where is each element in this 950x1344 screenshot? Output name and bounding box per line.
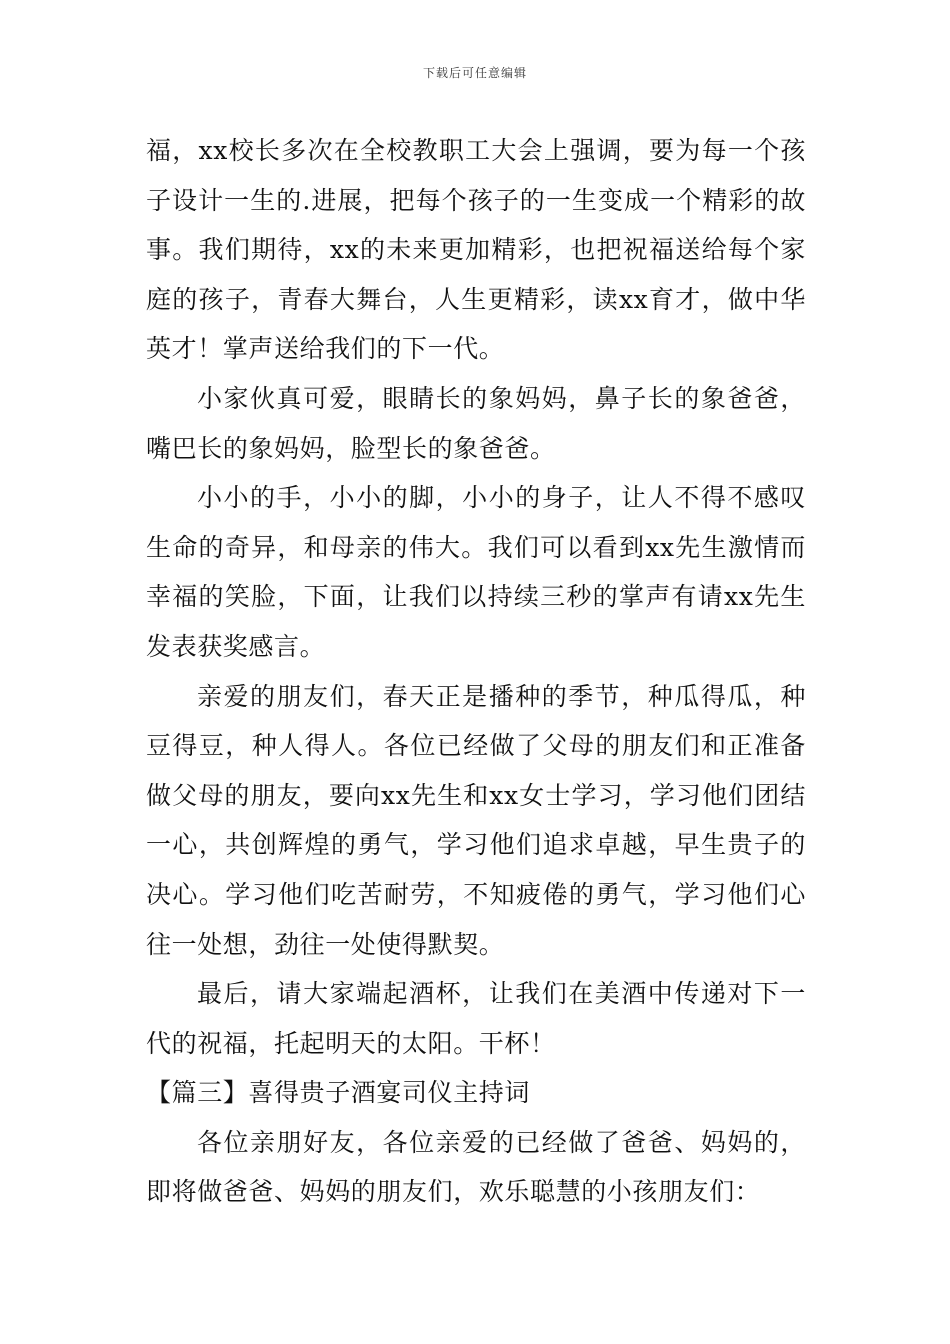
- paragraph-dear-friends: 亲爱的朋友们，春天正是播种的季节，种瓜得瓜，种豆得豆，种人得人。各位已经做了父母的朋友们和正准备做父母的朋友，要向xx先生和xx女士学习，学习他们团结一心，共创辉煌的勇气，学习他们追求卓越，早生贵子的决心。学习他们吃苦耐劳，不知疲倦的勇气，学习他们心往一处想，劲往一处使得默契。: [146, 681, 806, 959]
- paragraph-continuation: 福，xx校长多次在全校教职工大会上强调，要为每一个孩子设计一生的.进展，把每个孩子的一生变成一个精彩的故事。我们期待，xx的未来更加精彩，也把祝福送给每个家庭的孩子，青春大舞台，人生更精彩，读xx育才，做中华英才！掌声送给我们的下一代。: [146, 136, 806, 364]
- page-header: 下载后可任意编辑: [422, 66, 527, 80]
- paragraph-little-hands: 小小的手，小小的脚，小小的身子，让人不得不感叹生命的奇异，和母亲的伟大。我们可以看到xx先生激情而幸福的笑脸，下面，让我们以持续三秒的掌声有请xx先生发表获奖感言。: [146, 483, 806, 661]
- paragraph-toast: 最后，请大家端起酒杯，让我们在美酒中传递对下一代的祝福，托起明天的太阳。干杯！: [146, 979, 806, 1058]
- paragraph-baby-looks: 小家伙真可爱，眼睛长的象妈妈，鼻子长的象爸爸，嘴巴长的象妈妈，脸型长的象爸爸。: [146, 383, 806, 463]
- section-heading: 【篇三】喜得贵子酒宴司仪主持词: [146, 1078, 531, 1108]
- paragraph-greeting: 各位亲朋好友，各位亲爱的已经做了爸爸、妈妈的，即将做爸爸、妈妈的朋友们，欢乐聪慧的小孩朋友们：: [146, 1127, 806, 1207]
- document-body: [146, 126, 806, 1217]
